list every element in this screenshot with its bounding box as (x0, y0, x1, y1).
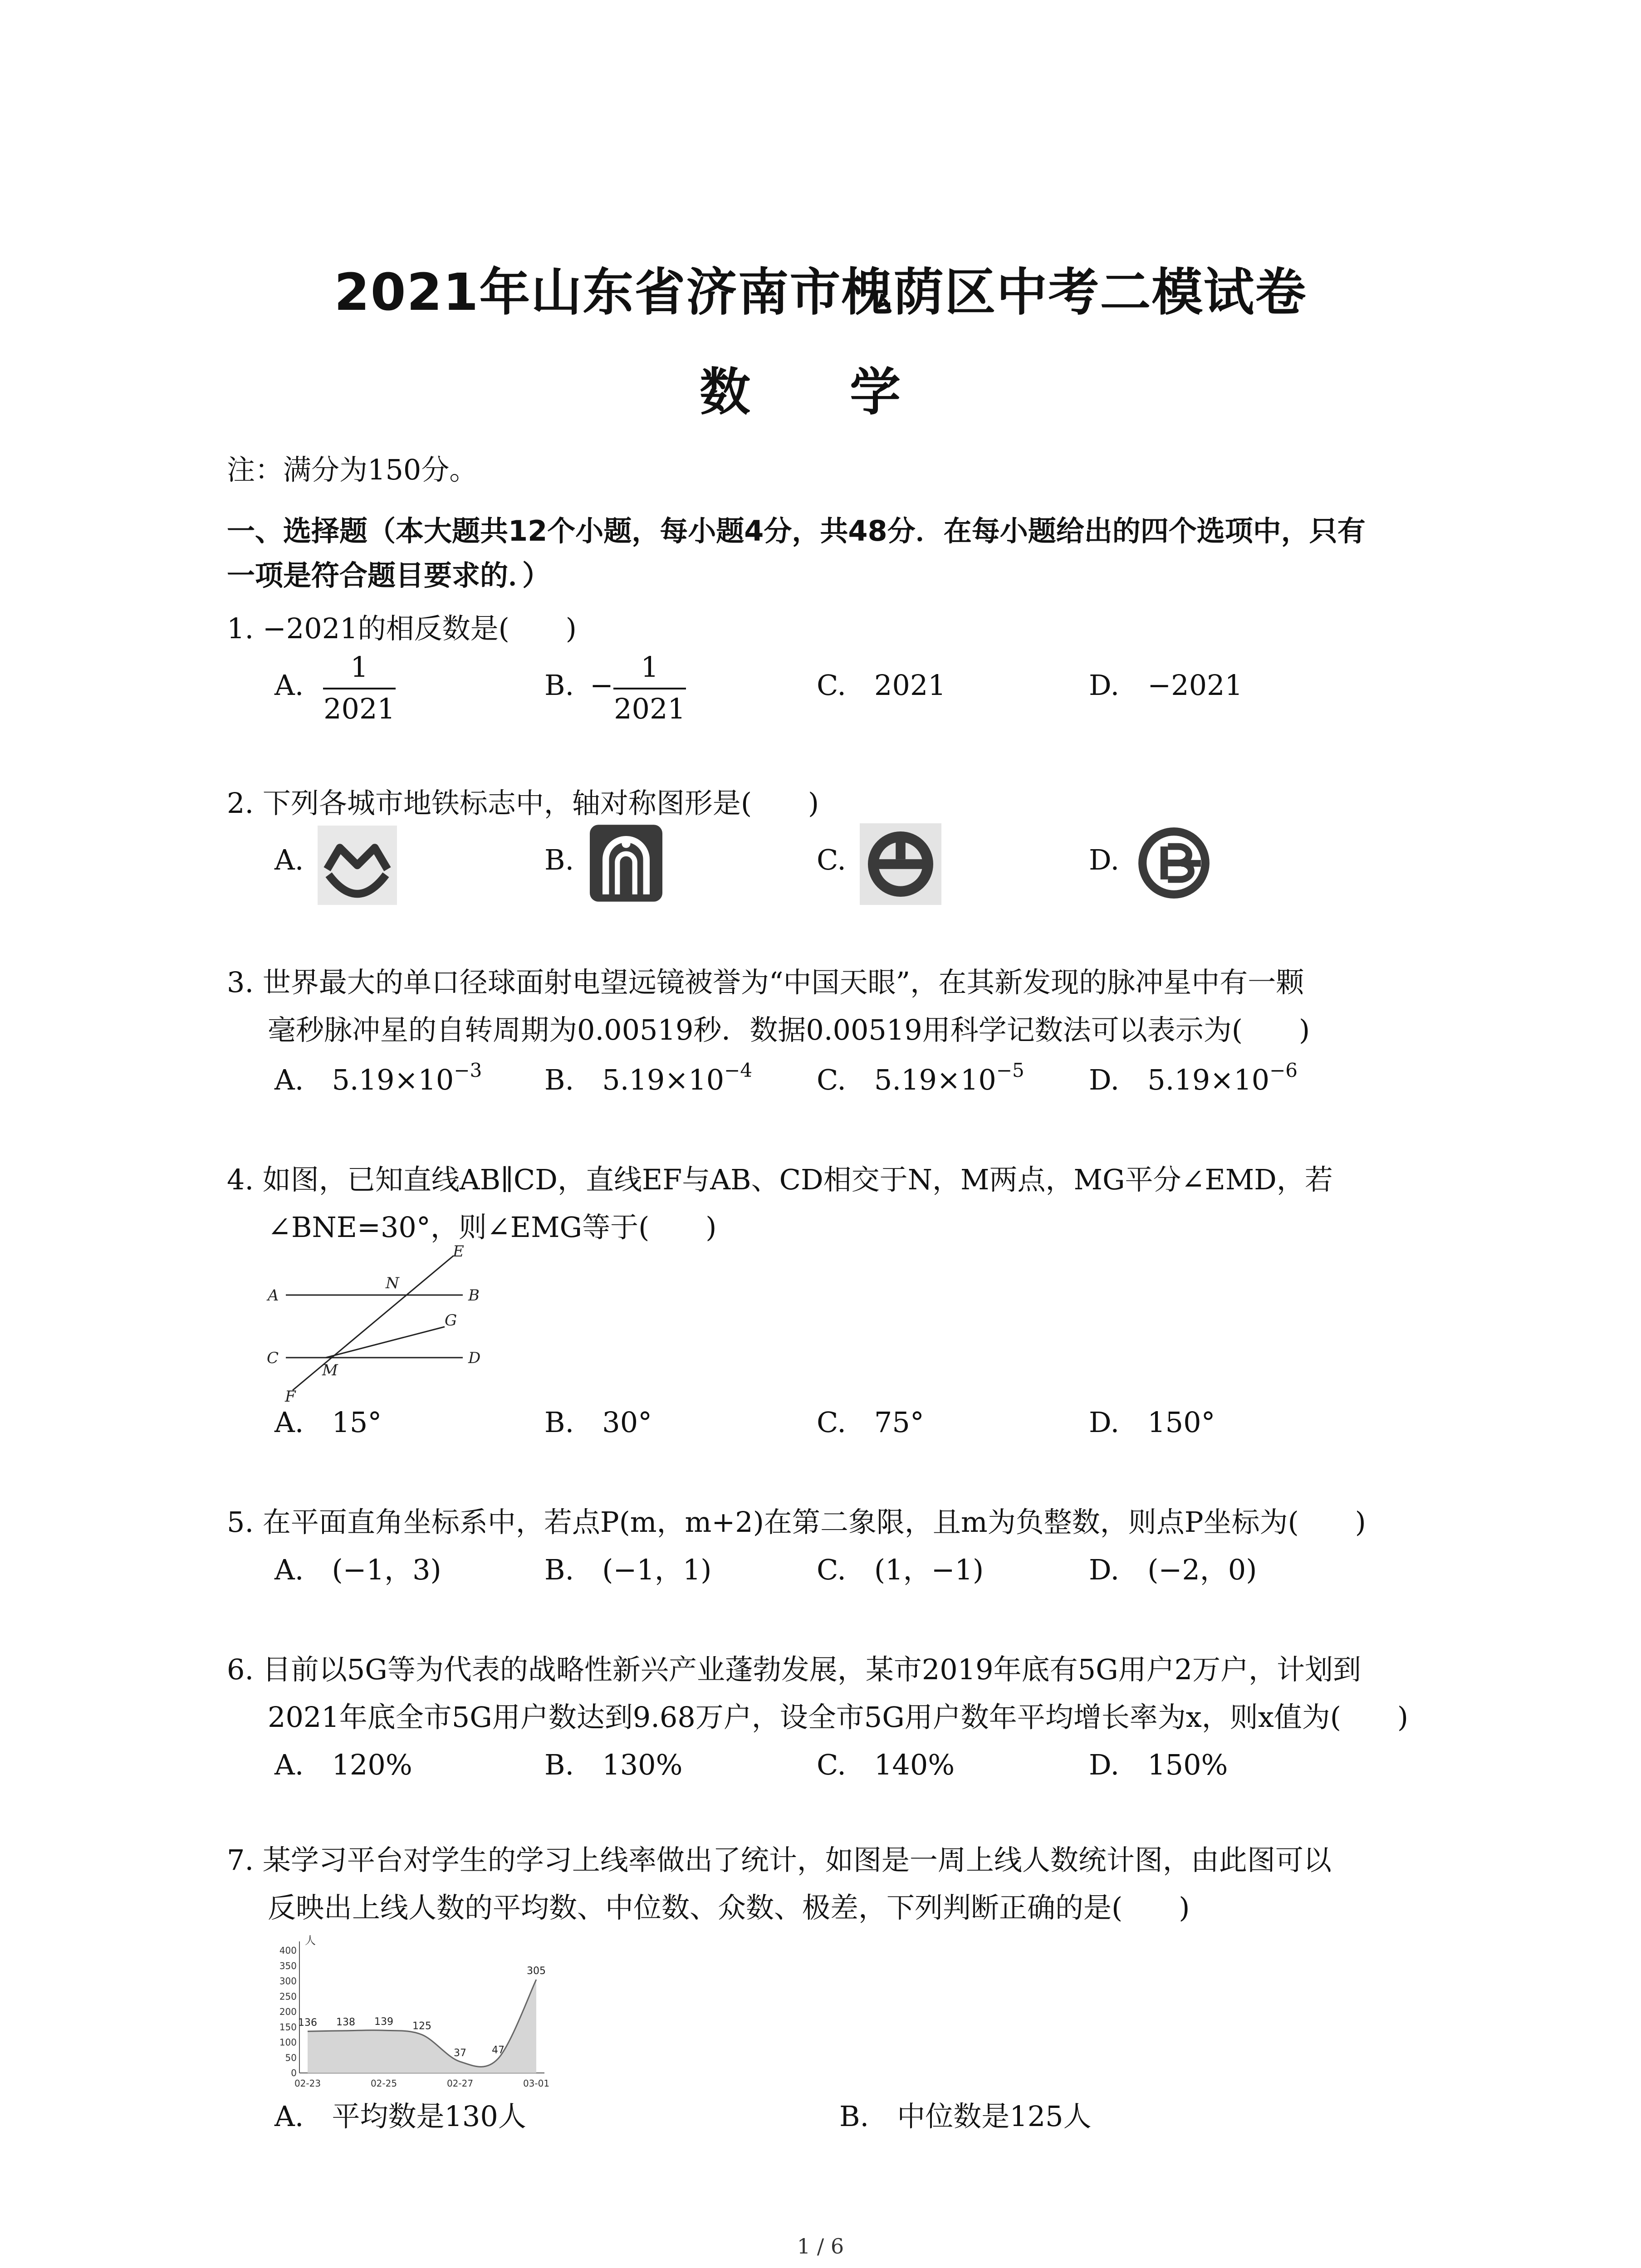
y-tick-label: 50 (285, 2052, 297, 2063)
q7-option-b: B. 中位数是125人 (839, 2100, 1092, 2133)
q6-line2: 2021年底全市5G用户数达到9.68万户，设全市5G用户数年平均增长率为x，则x值为( ) (268, 1701, 1409, 1734)
x-tick-label: 02-23 (294, 2078, 321, 2089)
q7-option-a: A. 平均数是130人 (274, 2100, 526, 2133)
data-label: 139 (374, 2016, 393, 2028)
subject-title: 数 学 (700, 363, 941, 422)
metro-logo-a-icon (318, 826, 397, 905)
q1-option-a-label: A. (274, 669, 304, 702)
ray-mg (326, 1327, 445, 1358)
section-heading-line2: 一项是符合题目要求的．） (227, 559, 551, 592)
q2-option-c-label: C. (817, 843, 846, 876)
q4-line2: ∠BNE=30°，则∠EMG等于( ) (268, 1211, 717, 1244)
q3-option-d-base: D. 5.19×10 (1089, 1063, 1270, 1096)
fraction-bar (323, 688, 396, 689)
q5-option-c: C. (1，−1) (817, 1553, 984, 1586)
label-b: B (468, 1286, 480, 1305)
q4-geometry-figure (254, 1243, 508, 1406)
y-tick-label: 400 (279, 1945, 297, 1956)
y-tick-label: 100 (279, 2037, 297, 2048)
data-label: 136 (298, 2017, 317, 2029)
q3-option-c-base: C. 5.19×10 (817, 1063, 996, 1096)
y-tick-label: 200 (279, 2006, 297, 2017)
label-c: C (267, 1349, 279, 1367)
metro-logo-b-icon (590, 825, 662, 902)
data-label: 47 (492, 2044, 505, 2056)
q7-line2: 反映出上线人数的平均数、中位数、众数、极差，下列判断正确的是( ) (268, 1891, 1190, 1924)
q2-stem: 2. 下列各城市地铁标志中，轴对称图形是( ) (227, 787, 819, 820)
page-number: 1 / 6 (797, 2234, 844, 2258)
q1-stem: 1. −2021的相反数是( ) (227, 612, 577, 645)
q1-option-a-denominator: 2021 (323, 692, 395, 725)
label-e: E (453, 1243, 464, 1261)
line-ef (293, 1256, 454, 1390)
q3-option-b (544, 1059, 753, 1096)
q3-line2: 毫秒脉冲星的自转周期为0.00519秒．数据0.00519用科学记数法可以表示为( ) (268, 1013, 1310, 1046)
q3-option-d-exponent: −6 (1269, 1059, 1298, 1081)
q4-line1: 4. 如图，已知直线AB∥CD，直线EF与AB、CD相交于N，M两点，MG平分∠EMD，若 (227, 1163, 1333, 1196)
q2-option-b-label: B. (544, 843, 574, 876)
q3-line1: 3. 世界最大的单口径球面射电望远镜被誉为“中国天眼”，在其新发现的脉冲星中有一颗 (227, 966, 1304, 999)
section-heading-line1: 一、选择题（本大题共12个小题，每小题4分，共48分．在每小题给出的四个选项中，只有 (227, 514, 1366, 547)
q4-option-d: D. 150° (1089, 1406, 1215, 1439)
q1-option-b-numerator: 1 (641, 650, 659, 684)
q5-option-d: D. (−2，0) (1089, 1553, 1257, 1586)
label-g: G (445, 1311, 457, 1330)
data-label: 305 (527, 1965, 546, 1977)
q3-option-c (817, 1059, 1024, 1096)
q6-option-c: C. 140% (817, 1748, 955, 1781)
y-axis-label: 人 (305, 1934, 316, 1947)
q3-option-a-exponent: −3 (454, 1059, 482, 1081)
q2-option-d-label: D. (1089, 843, 1120, 876)
q6-line1: 6. 目前以5G等为代表的战略性新兴产业蓬勃发展，某市2019年底有5G用户2万户，计划到 (227, 1653, 1362, 1686)
fraction-bar (613, 688, 686, 689)
online-users-chart (263, 1932, 554, 2096)
label-n: N (386, 1274, 399, 1292)
q1-option-c: C. 2021 (817, 669, 946, 702)
q3-option-a-base: A. 5.19×10 (274, 1063, 454, 1096)
q1-option-d: D. −2021 (1089, 669, 1243, 702)
q3-option-d (1089, 1059, 1298, 1096)
q5-option-a: A. (−1，3) (274, 1553, 441, 1586)
y-tick-label: 250 (279, 1991, 297, 2002)
y-tick-label: 150 (279, 2021, 297, 2033)
q6-option-a: A. 120% (274, 1748, 412, 1781)
data-label: 138 (336, 2016, 355, 2028)
q1-option-b-denominator: 2021 (614, 692, 686, 725)
q5-option-b: B. (−1，1) (544, 1553, 712, 1586)
label-a: A (268, 1286, 279, 1305)
q7-line1: 7. 某学习平台对学生的学习上线率做出了统计，如图是一周上线人数统计图，由此图可以 (227, 1843, 1332, 1877)
q3-option-c-exponent: −5 (996, 1059, 1024, 1081)
metro-logo-c-icon (860, 823, 941, 905)
q1-option-b-label: B. (544, 669, 574, 702)
y-tick-label: 300 (279, 1975, 297, 1987)
exam-title: 2021年山东省济南市槐荫区中考二模试卷 (334, 263, 1307, 322)
q1-option-b-sign: − (590, 669, 613, 702)
q2-option-a-label: A. (274, 843, 304, 876)
metro-logo-d-icon (1136, 826, 1211, 900)
q4-option-b: B. 30° (544, 1406, 652, 1439)
data-label: 37 (454, 2048, 466, 2059)
label-d: D (468, 1349, 481, 1367)
q6-option-b: B. 130% (544, 1748, 683, 1781)
q3-option-b-exponent: −4 (724, 1059, 753, 1081)
q5-stem: 5. 在平面直角坐标系中，若点P(m，m+2)在第二象限，且m为负整数，则点P坐标为( ) (227, 1505, 1366, 1539)
q1-option-a-fraction (323, 650, 396, 725)
q1-option-a-numerator: 1 (350, 650, 368, 684)
q4-option-a: A. 15° (274, 1406, 382, 1439)
q1-option-b-fraction (613, 650, 686, 725)
y-tick-label: 0 (291, 2068, 297, 2078)
data-label: 125 (412, 2020, 431, 2032)
score-note: 注：满分为150分。 (227, 453, 478, 486)
q3-option-b-base: B. 5.19×10 (544, 1063, 725, 1096)
chart-plot-area (279, 1934, 549, 2089)
x-tick-label: 02-25 (370, 2078, 397, 2089)
x-tick-label: 02-27 (446, 2078, 474, 2089)
q4-option-c: C. 75° (817, 1406, 924, 1439)
y-tick-label: 350 (279, 1960, 297, 1971)
x-tick-label: 03-01 (523, 2078, 550, 2089)
label-m: M (322, 1361, 338, 1379)
q3-option-a (274, 1059, 482, 1096)
label-f: F (285, 1388, 296, 1406)
q6-option-d: D. 150% (1089, 1748, 1228, 1781)
